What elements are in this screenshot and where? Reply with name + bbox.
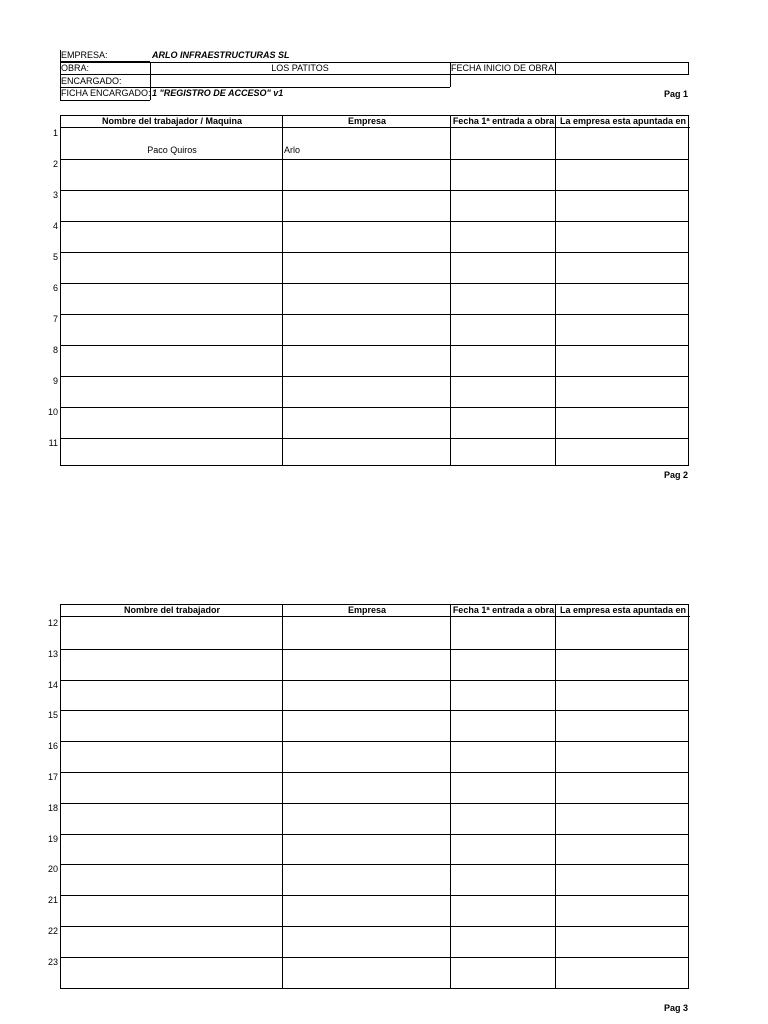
encargado-label: ENCARGADO: — [61, 76, 122, 86]
access-register-table-1 — [60, 115, 689, 466]
page-label-3: Pag 3 — [663, 1003, 688, 1013]
row-number: 7 — [52, 314, 58, 324]
row-number: 19 — [47, 833, 58, 844]
row-number: 20 — [47, 864, 58, 875]
row-number: 3 — [52, 190, 58, 200]
empresa-label: EMPRESA: — [61, 50, 108, 60]
empresa-value: ARLO INFRAESTRUCTURAS SL — [152, 50, 290, 60]
fecha-inicio-label: FECHA INICIO DE OBRA — [451, 63, 555, 73]
worker-name-cell[interactable]: Paco Quiros — [147, 145, 197, 155]
ficha-label: FICHA ENCARGADO: — [61, 88, 151, 98]
column-header: Fecha 1ª entrada a obra — [452, 605, 555, 615]
row-number: 16 — [47, 741, 58, 752]
row-number: 17 — [47, 772, 58, 782]
row-number: 6 — [52, 283, 58, 293]
company-cell[interactable]: Arlo — [284, 145, 301, 155]
row-number: 13 — [47, 648, 58, 659]
row-number: 11 — [48, 438, 58, 448]
column-header: La empresa esta apuntada en — [556, 605, 690, 617]
row-number: 1 — [52, 128, 58, 138]
page-label-2: Pag 2 — [663, 470, 688, 480]
row-number: 4 — [52, 221, 58, 231]
row-number: 5 — [52, 252, 58, 262]
column-header: Nombre del trabajador / Maquina — [61, 116, 283, 128]
obra-value: LOS PATITOS — [271, 63, 329, 73]
column-header: Fecha 1ª entrada a obra — [452, 116, 555, 126]
row-number: 14 — [47, 679, 58, 690]
row-number: 15 — [47, 710, 58, 721]
row-number: 12 — [47, 618, 58, 628]
obra-label: OBRA: — [61, 63, 90, 73]
column-header: Empresa — [283, 116, 451, 128]
page-label-1: Pag 1 — [663, 89, 688, 99]
row-number: 8 — [52, 345, 58, 355]
row-number: 18 — [47, 802, 58, 813]
row-number: 23 — [47, 956, 58, 967]
access-register-table-2 — [60, 604, 689, 989]
row-number: 9 — [52, 376, 58, 386]
column-header: Nombre del trabajador — [61, 605, 283, 617]
column-header: La empresa esta apuntada en — [556, 116, 690, 128]
row-number: 21 — [47, 895, 58, 906]
column-header: Empresa — [283, 605, 451, 617]
ficha-value: 1 "REGISTRO DE ACCESO" v1 — [152, 88, 284, 98]
row-number: 2 — [52, 159, 58, 169]
row-number: 22 — [47, 926, 58, 936]
row-number: 10 — [47, 407, 58, 417]
